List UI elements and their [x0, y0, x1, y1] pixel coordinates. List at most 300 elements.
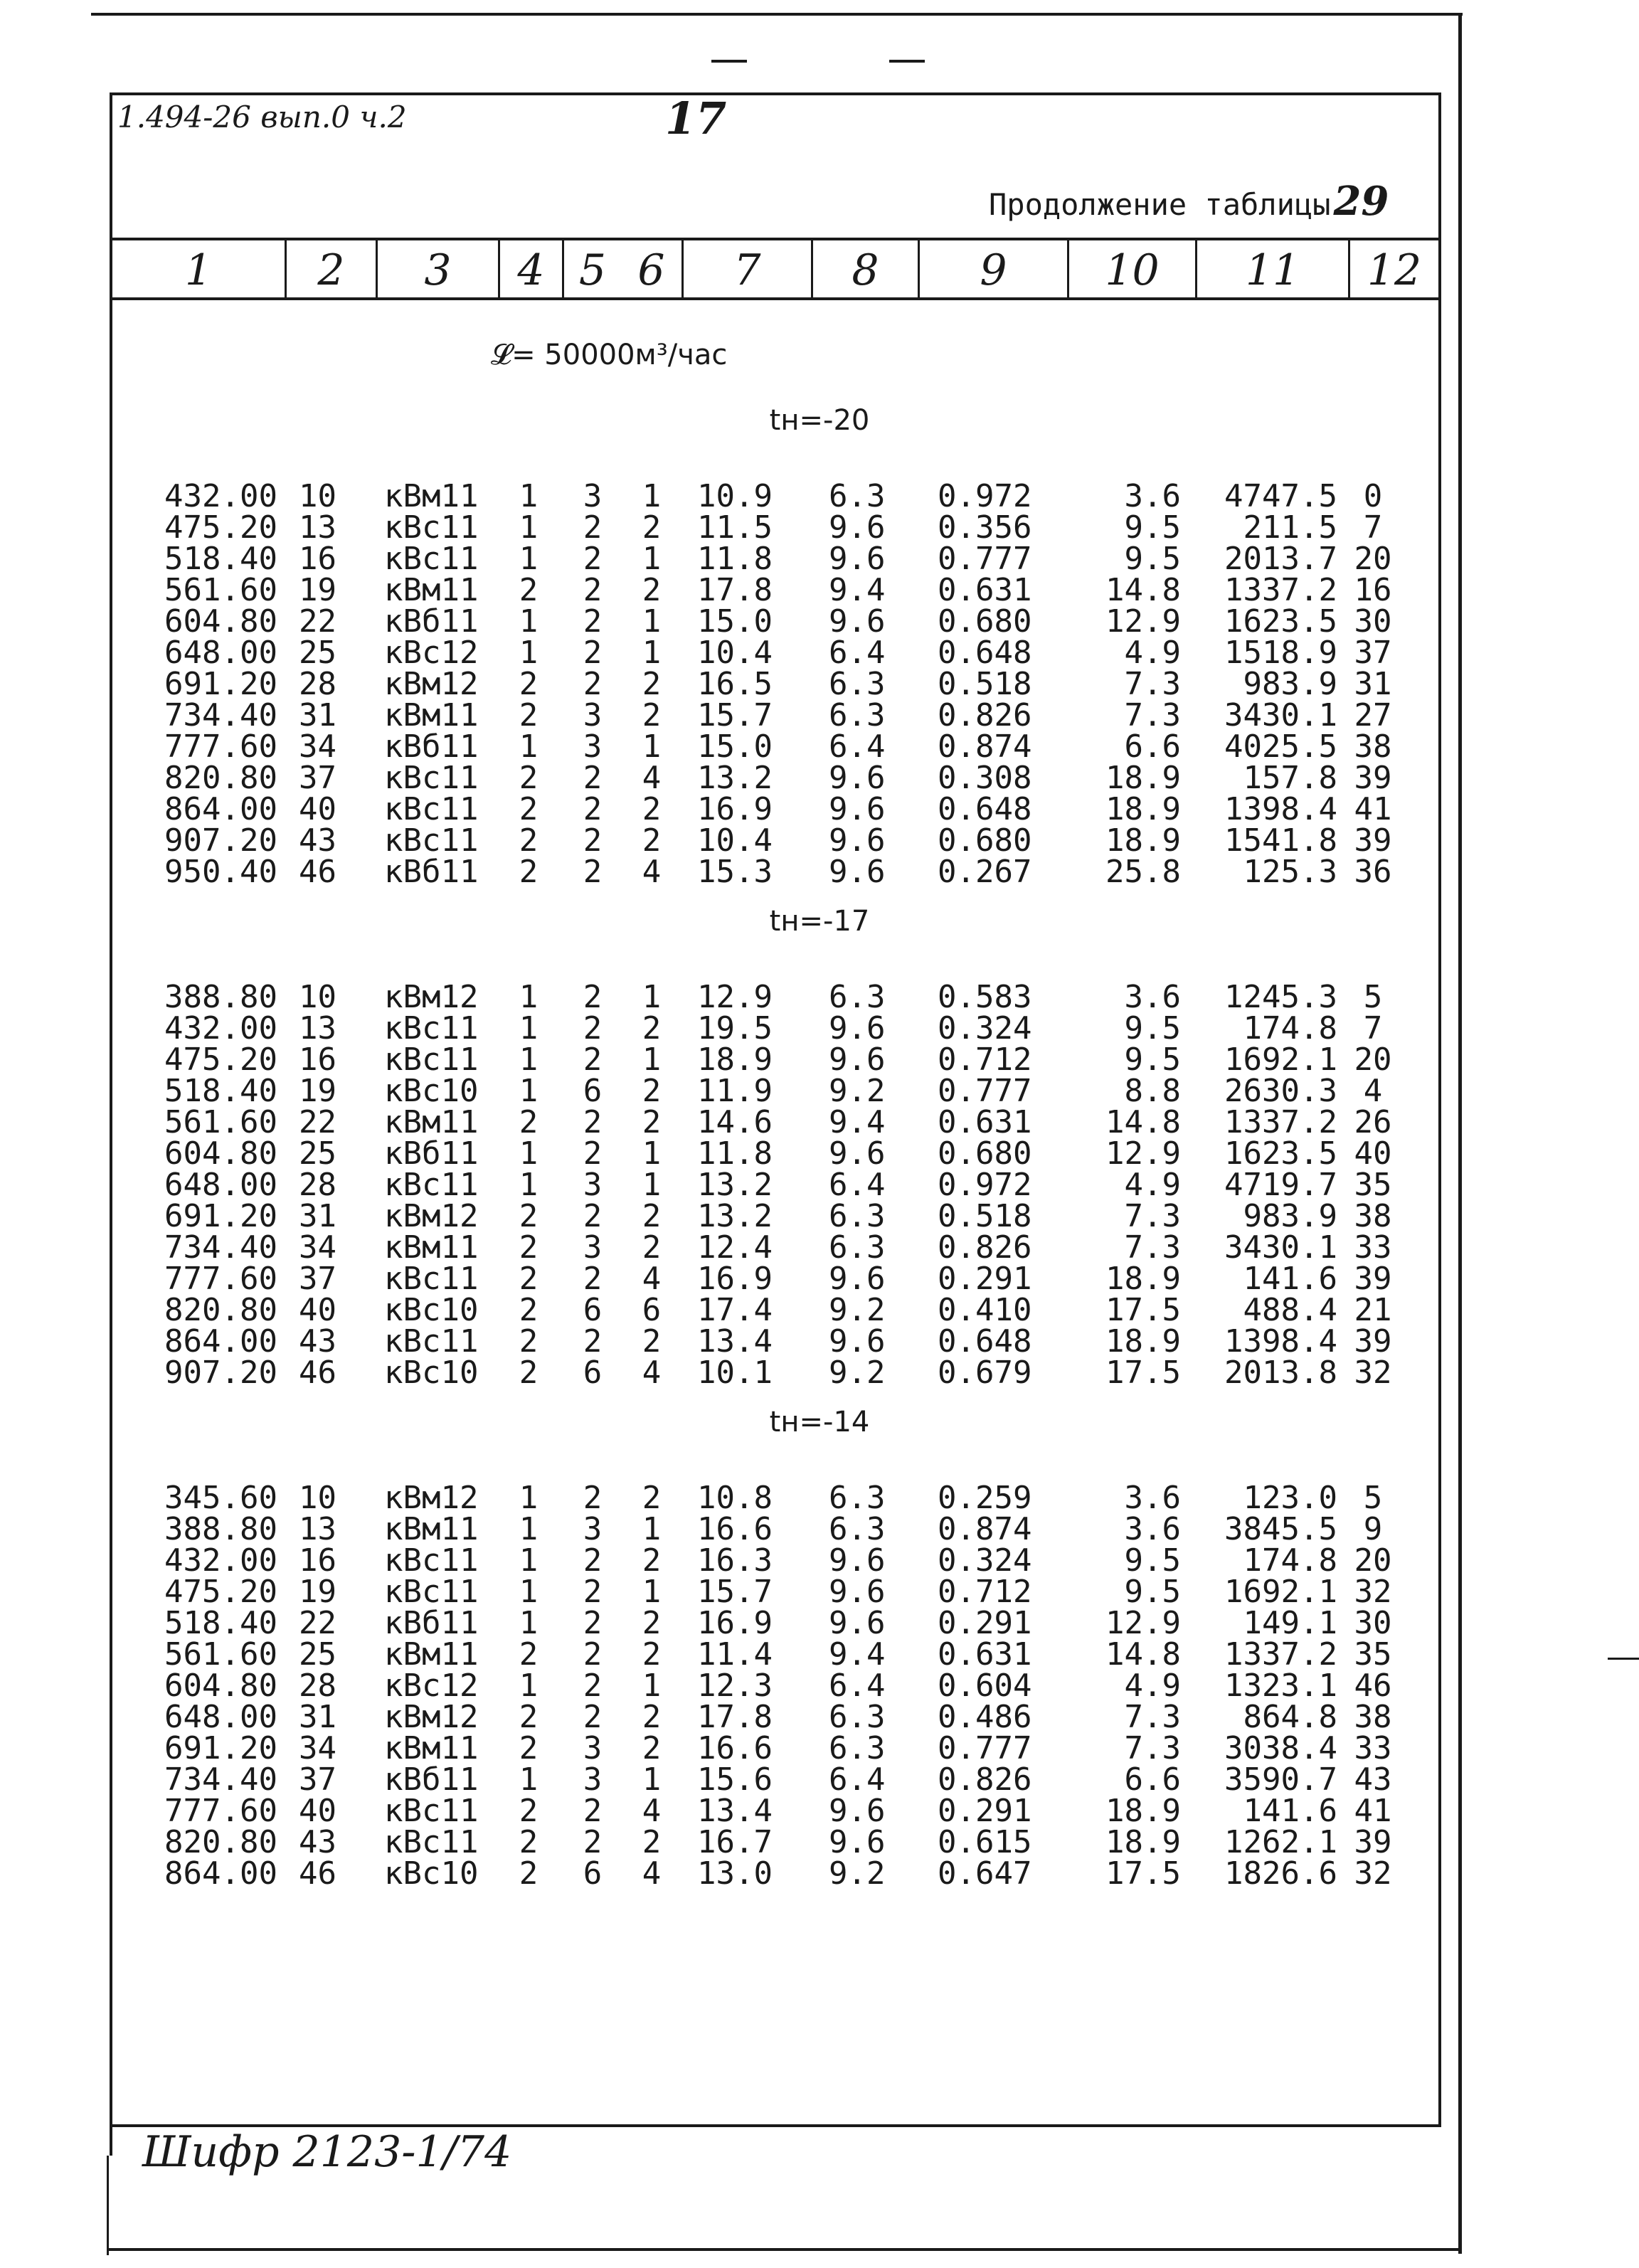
table-cell-col-7: 17.4: [697, 1292, 773, 1328]
table-row: [0, 1511, 1639, 1547]
table-cell-col-3: кВм11: [384, 1730, 479, 1766]
table-cell-col-6: 4: [642, 1355, 662, 1391]
table-cell-col-5: 3: [583, 1511, 603, 1547]
table-cell-col-10: 4.9: [1124, 635, 1181, 671]
table-cell-col-6: 2: [642, 1323, 662, 1360]
table-cell-col-7: 16.7: [697, 1824, 773, 1860]
table-row: [0, 1010, 1639, 1046]
table-cell-col-10: 9.5: [1124, 1042, 1181, 1078]
table-cell-col-11: 3038.4: [1224, 1730, 1337, 1766]
table-cell-col-8: 9.6: [829, 1010, 886, 1046]
table-cell-col-1: 777.60: [164, 728, 277, 765]
table-cell-col-11: 864.8: [1243, 1699, 1337, 1735]
table-cell-col-8: 9.4: [829, 1636, 886, 1673]
column-header: 3: [424, 245, 452, 295]
table-cell-col-10: 7.3: [1124, 697, 1181, 733]
table-cell-col-8: 9.6: [829, 541, 886, 577]
table-cell-col-3: кВм12: [384, 1198, 479, 1234]
table-cell-col-6: 2: [642, 572, 662, 608]
table-cell-col-1: 864.00: [164, 1855, 277, 1892]
table-cell-col-4: 2: [519, 1104, 539, 1140]
table-cell-col-4: 1: [519, 478, 539, 514]
table-cell-col-1: 691.20: [164, 1730, 277, 1766]
table-cell-col-6: 2: [642, 1636, 662, 1673]
table-cell-col-4: 2: [519, 1793, 539, 1829]
table-cell-col-3: кВс12: [384, 635, 479, 671]
table-cell-col-12: 4: [1363, 1073, 1383, 1109]
table-cell-col-5: 2: [583, 509, 603, 546]
table-cell-col-5: 2: [583, 1793, 603, 1829]
table-cell-col-8: 6.4: [829, 728, 886, 765]
table-cell-col-4: 2: [519, 1355, 539, 1391]
table-cell-col-5: 2: [583, 822, 603, 859]
table-cell-col-6: 2: [642, 1104, 662, 1140]
table-row: [0, 1480, 1639, 1516]
table-cell-col-12: 9: [1363, 1511, 1383, 1547]
table-cell-col-2: 13: [299, 1010, 336, 1046]
table-cell-col-9: 0.826: [938, 697, 1032, 733]
table-cell-col-10: 17.5: [1105, 1855, 1181, 1892]
table-cell-col-5: 2: [583, 1010, 603, 1046]
table-cell-col-11: 2013.8: [1224, 1355, 1337, 1391]
table-row: [0, 1323, 1639, 1360]
table-cell-col-11: 4719.7: [1224, 1167, 1337, 1203]
column-header: 10: [1105, 245, 1160, 295]
table-cell-col-1: 691.20: [164, 666, 277, 702]
table-cell-col-7: 15.3: [697, 854, 773, 890]
table-cell-col-11: 1692.1: [1224, 1042, 1337, 1078]
table-cell-col-3: кВс11: [384, 541, 479, 577]
table-cell-col-7: 13.0: [697, 1855, 773, 1892]
table-cell-col-9: 0.324: [938, 1010, 1032, 1046]
table-cell-col-5: 3: [583, 1761, 603, 1798]
table-cell-col-10: 3.6: [1124, 1511, 1181, 1547]
table-cell-col-1: 475.20: [164, 1574, 277, 1610]
table-row: [0, 666, 1639, 702]
table-cell-col-10: 14.8: [1105, 572, 1181, 608]
table-cell-col-9: 0.486: [938, 1699, 1032, 1735]
table-cell-col-9: 0.712: [938, 1574, 1032, 1610]
table-cell-col-3: кВс11: [384, 1323, 479, 1360]
table-cell-col-1: 864.00: [164, 1323, 277, 1360]
table-row: [0, 1357, 1639, 1389]
table-cell-col-4: 1: [519, 1042, 539, 1078]
table-cell-col-10: 7.3: [1124, 666, 1181, 702]
table-cell-col-9: 0.631: [938, 1636, 1032, 1673]
table-cell-col-6: 2: [642, 509, 662, 546]
table-cell-col-4: 2: [519, 697, 539, 733]
cipher-note: Шифр 2123-1/74: [142, 2127, 512, 2177]
table-cell-col-6: 2: [642, 1229, 662, 1266]
table-cell-col-9: 0.874: [938, 728, 1032, 765]
table-cell-col-7: 13.2: [697, 1198, 773, 1234]
table-cell-col-6: 4: [642, 1793, 662, 1829]
table-cell-col-10: 9.5: [1124, 1574, 1181, 1610]
table-cell-col-9: 0.712: [938, 1042, 1032, 1078]
table-cell-col-7: 16.9: [697, 791, 773, 827]
table-cell-col-11: 1623.5: [1224, 1135, 1337, 1172]
table-cell-col-1: 648.00: [164, 1167, 277, 1203]
table-row: [0, 1198, 1639, 1234]
table-cell-col-8: 9.6: [829, 1042, 886, 1078]
table-cell-col-4: 2: [519, 1229, 539, 1266]
table-cell-col-3: кВс11: [384, 1793, 479, 1829]
table-cell-col-5: 2: [583, 666, 603, 702]
table-cell-col-5: 2: [583, 1323, 603, 1360]
table-cell-col-10: 18.9: [1105, 822, 1181, 859]
section-label: tн=-17: [769, 905, 870, 938]
table-cell-col-6: 2: [642, 1073, 662, 1109]
table-cell-col-9: 0.874: [938, 1511, 1032, 1547]
table-cell-col-5: 6: [583, 1292, 603, 1328]
table-cell-col-7: 13.4: [697, 1793, 773, 1829]
table-cell-col-7: 11.9: [697, 1073, 773, 1109]
table-cell-col-11: 149.1: [1243, 1605, 1337, 1641]
table-cell-col-4: 2: [519, 666, 539, 702]
table-cell-col-4: 2: [519, 760, 539, 796]
table-cell-col-9: 0.291: [938, 1605, 1032, 1641]
table-cell-col-4: 1: [519, 1605, 539, 1641]
table-cell-col-9: 0.648: [938, 1323, 1032, 1360]
column-header: 4: [517, 245, 545, 295]
table-cell-col-3: кВс11: [384, 1574, 479, 1610]
table-cell-col-5: 3: [583, 728, 603, 765]
column-header: 1: [184, 245, 213, 295]
table-cell-col-2: 46: [299, 1855, 336, 1892]
table-cell-col-11: 983.9: [1243, 1198, 1337, 1234]
table-cell-col-1: 820.80: [164, 1824, 277, 1860]
table-cell-col-6: 1: [642, 979, 662, 1015]
table-cell-col-12: 32: [1354, 1574, 1392, 1610]
table-cell-col-8: 6.4: [829, 635, 886, 671]
table-cell-col-11: 3430.1: [1224, 697, 1337, 733]
table-row: [0, 1104, 1639, 1140]
table-cell-col-10: 18.9: [1105, 1323, 1181, 1360]
table-cell-col-1: 604.80: [164, 1135, 277, 1172]
outer-frame-left: [107, 2156, 109, 2255]
table-cell-col-2: 25: [299, 1135, 336, 1172]
section-label: tн=-20: [769, 404, 870, 437]
column-header: 8: [852, 245, 879, 295]
table-cell-col-8: 9.6: [829, 854, 886, 890]
table-cell-col-8: 6.3: [829, 666, 886, 702]
table-cell-col-6: 1: [642, 728, 662, 765]
table-cell-col-3: кВм11: [384, 1104, 479, 1140]
table-cell-col-7: 15.6: [697, 1761, 773, 1798]
table-cell-col-5: 2: [583, 1699, 603, 1735]
table-cell-col-12: 38: [1354, 1198, 1392, 1234]
table-cell-col-2: 19: [299, 572, 336, 608]
table-cell-col-3: кВб11: [384, 603, 479, 640]
table-cell-col-7: 12.4: [697, 1229, 773, 1266]
table-cell-col-11: 3590.7: [1224, 1761, 1337, 1798]
table-cell-col-10: 3.6: [1124, 478, 1181, 514]
table-cell-col-1: 432.00: [164, 1542, 277, 1579]
table-cell-col-8: 9.6: [829, 1824, 886, 1860]
table-row: [0, 572, 1639, 608]
table-row: [0, 541, 1639, 577]
table-cell-col-1: 518.40: [164, 1605, 277, 1641]
table-cell-col-12: 46: [1354, 1668, 1392, 1704]
table-cell-col-3: кВс11: [384, 1261, 479, 1297]
table-cell-col-9: 0.647: [938, 1855, 1032, 1892]
table-cell-col-10: 9.5: [1124, 1010, 1181, 1046]
table-cell-col-2: 40: [299, 1292, 336, 1328]
table-cell-col-9: 0.631: [938, 1104, 1032, 1140]
table-cell-col-5: 3: [583, 478, 603, 514]
table-cell-col-6: 1: [642, 1511, 662, 1547]
table-cell-col-5: 2: [583, 854, 603, 890]
table-cell-col-3: кВс11: [384, 791, 479, 827]
table-cell-col-5: 3: [583, 697, 603, 733]
table-cell-col-5: 2: [583, 1542, 603, 1579]
table-cell-col-9: 0.291: [938, 1261, 1032, 1297]
table-cell-col-5: 2: [583, 635, 603, 671]
table-cell-col-2: 19: [299, 1574, 336, 1610]
table-cell-col-7: 16.6: [697, 1511, 773, 1547]
table-cell-col-2: 16: [299, 1542, 336, 1579]
table-cell-col-2: 13: [299, 1511, 336, 1547]
table-cell-col-1: 475.20: [164, 509, 277, 546]
table-cell-col-4: 1: [519, 603, 539, 640]
table-cell-col-8: 6.3: [829, 1699, 886, 1735]
table-cell-col-5: 6: [583, 1355, 603, 1391]
table-cell-col-9: 0.356: [938, 509, 1032, 546]
table-cell-col-7: 16.6: [697, 1730, 773, 1766]
table-cell-col-8: 6.3: [829, 1511, 886, 1547]
table-row: [0, 760, 1639, 796]
table-cell-col-5: 2: [583, 760, 603, 796]
table-cell-col-1: 734.40: [164, 1229, 277, 1266]
table-cell-col-12: 35: [1354, 1167, 1392, 1203]
outer-frame-bottom: [107, 2248, 1462, 2251]
table-cell-col-4: 1: [519, 728, 539, 765]
table-cell-col-5: 2: [583, 1824, 603, 1860]
table-cell-col-6: 2: [642, 822, 662, 859]
table-cell-col-4: 2: [519, 1261, 539, 1297]
table-cell-col-6: 2: [642, 1699, 662, 1735]
table-cell-col-3: кВм11: [384, 572, 479, 608]
table-cell-col-7: 17.8: [697, 572, 773, 608]
table-cell-col-12: 39: [1354, 1323, 1392, 1360]
table-cell-col-9: 0.826: [938, 1761, 1032, 1798]
table-row: [0, 1636, 1639, 1673]
table-cell-col-2: 46: [299, 1355, 336, 1391]
table-cell-col-11: 174.8: [1243, 1010, 1337, 1046]
table-row: [0, 1730, 1639, 1766]
table-cell-col-9: 0.648: [938, 791, 1032, 827]
table-cell-col-12: 30: [1354, 1605, 1392, 1641]
table-cell-col-11: 488.4: [1243, 1292, 1337, 1328]
table-cell-col-7: 10.4: [697, 635, 773, 671]
table-cell-col-4: 1: [519, 1010, 539, 1046]
table-cell-col-4: 2: [519, 1699, 539, 1735]
table-cell-col-2: 22: [299, 1104, 336, 1140]
table-cell-col-1: 518.40: [164, 541, 277, 577]
table-cell-col-4: 2: [519, 1730, 539, 1766]
table-cell-col-9: 0.777: [938, 541, 1032, 577]
table-cell-col-5: 3: [583, 1167, 603, 1203]
table-cell-col-3: кВб11: [384, 854, 479, 890]
table-cell-col-1: 561.60: [164, 572, 277, 608]
table-cell-col-2: 34: [299, 1730, 336, 1766]
table-row: [0, 603, 1639, 640]
table-cell-col-8: 9.6: [829, 822, 886, 859]
table-cell-col-7: 16.3: [697, 1542, 773, 1579]
table-cell-col-7: 17.8: [697, 1699, 773, 1735]
table-cell-col-10: 9.5: [1124, 1542, 1181, 1579]
table-cell-col-1: 561.60: [164, 1636, 277, 1673]
table-cell-col-7: 13.2: [697, 760, 773, 796]
table-cell-col-6: 4: [642, 760, 662, 796]
table-cell-col-11: 1337.2: [1224, 1104, 1337, 1140]
table-cell-col-8: 6.3: [829, 1730, 886, 1766]
table-cell-col-3: кВм12: [384, 666, 479, 702]
table-cell-col-9: 0.410: [938, 1292, 1032, 1328]
table-cell-col-8: 9.6: [829, 1793, 886, 1829]
table-cell-col-6: 1: [642, 1761, 662, 1798]
table-cell-col-7: 13.4: [697, 1323, 773, 1360]
table-row: [0, 697, 1639, 733]
table-row: [0, 1761, 1639, 1798]
table-cell-col-10: 7.3: [1124, 1699, 1181, 1735]
table-cell-col-5: 2: [583, 541, 603, 577]
table-cell-col-5: 2: [583, 1261, 603, 1297]
table-row: [0, 854, 1639, 890]
table-cell-col-7: 16.5: [697, 666, 773, 702]
table-cell-col-2: 25: [299, 635, 336, 671]
table-cell-col-7: 11.8: [697, 1135, 773, 1172]
table-cell-col-6: 1: [642, 635, 662, 671]
table-cell-col-8: 6.4: [829, 1668, 886, 1704]
table-cell-col-9: 0.680: [938, 1135, 1032, 1172]
table-cell-col-9: 0.972: [938, 478, 1032, 514]
table-cell-col-6: 4: [642, 1261, 662, 1297]
table-cell-col-12: 5: [1363, 1480, 1383, 1516]
table-cell-col-2: 28: [299, 666, 336, 702]
table-cell-col-8: 9.4: [829, 572, 886, 608]
table-cell-col-1: 734.40: [164, 1761, 277, 1798]
table-row: [0, 728, 1639, 765]
table-cell-col-12: 40: [1354, 1135, 1392, 1172]
table-cell-col-2: 43: [299, 1323, 336, 1360]
table-cell-col-11: 123.0: [1243, 1480, 1337, 1516]
table-row: [0, 1793, 1639, 1829]
table-cell-col-8: 9.2: [829, 1355, 886, 1391]
table-cell-col-6: 2: [642, 1480, 662, 1516]
table-cell-col-6: 1: [642, 478, 662, 514]
table-cell-col-10: 4.9: [1124, 1167, 1181, 1203]
table-cell-col-4: 2: [519, 1198, 539, 1234]
table-cell-col-7: 15.7: [697, 697, 773, 733]
table-cell-col-10: 14.8: [1105, 1104, 1181, 1140]
table-cell-col-8: 9.6: [829, 760, 886, 796]
table-row: [0, 1605, 1639, 1641]
table-cell-col-6: 2: [642, 666, 662, 702]
table-cell-col-2: 13: [299, 509, 336, 546]
table-cell-col-7: 12.3: [697, 1668, 773, 1704]
table-cell-col-5: 2: [583, 1668, 603, 1704]
table-cell-col-2: 46: [299, 854, 336, 890]
table-cell-col-10: 18.9: [1105, 1793, 1181, 1829]
table-cell-col-7: 10.9: [697, 478, 773, 514]
table-cell-col-5: 2: [583, 1042, 603, 1078]
table-cell-col-7: 12.9: [697, 979, 773, 1015]
table-cell-col-1: 388.80: [164, 979, 277, 1015]
table-cell-col-6: 2: [642, 791, 662, 827]
table-cell-col-2: 34: [299, 1229, 336, 1266]
table-cell-col-11: 174.8: [1243, 1542, 1337, 1579]
table-cell-col-1: 691.20: [164, 1198, 277, 1234]
table-cell-col-4: 1: [519, 541, 539, 577]
table-cell-col-11: 157.8: [1243, 760, 1337, 796]
table-cell-col-4: 1: [519, 1167, 539, 1203]
table-cell-col-9: 0.680: [938, 603, 1032, 640]
table-cell-col-7: 15.0: [697, 728, 773, 765]
table-cell-col-1: 777.60: [164, 1261, 277, 1297]
table-cell-col-12: 26: [1354, 1104, 1392, 1140]
section-label: tн=-14: [769, 1406, 870, 1438]
table-cell-col-12: 37: [1354, 635, 1392, 671]
table-cell-col-8: 9.6: [829, 603, 886, 640]
table-cell-col-10: 17.5: [1105, 1355, 1181, 1391]
table-cell-col-12: 39: [1354, 1261, 1392, 1297]
table-cell-col-10: 4.9: [1124, 1668, 1181, 1704]
table-cell-col-12: 39: [1354, 822, 1392, 859]
table-cell-col-12: 7: [1363, 509, 1383, 546]
table-cell-col-2: 22: [299, 603, 336, 640]
table-cell-col-12: 41: [1354, 1793, 1392, 1829]
table-cell-col-11: 1826.6: [1224, 1855, 1337, 1892]
flow-rate-heading: 𝓛= 50000м³/час: [491, 339, 728, 371]
table-cell-col-3: кВм12: [384, 1480, 479, 1516]
table-cell-col-8: 9.2: [829, 1855, 886, 1892]
table-cell-col-9: 0.308: [938, 760, 1032, 796]
table-cell-col-1: 475.20: [164, 1042, 277, 1078]
table-cell-col-9: 0.291: [938, 1793, 1032, 1829]
table-cell-col-1: 604.80: [164, 1668, 277, 1704]
table-cell-col-11: 1337.2: [1224, 1636, 1337, 1673]
table-cell-col-3: кВс11: [384, 760, 479, 796]
table-cell-col-10: 14.8: [1105, 1636, 1181, 1673]
table-cell-col-6: 2: [642, 1542, 662, 1579]
table-cell-col-3: кВс11: [384, 822, 479, 859]
table-cell-col-1: 864.00: [164, 791, 277, 827]
table-cell-col-11: 2013.7: [1224, 541, 1337, 577]
table-cell-col-11: 1337.2: [1224, 572, 1337, 608]
continuation-text: Продолжение таблицы: [989, 187, 1331, 222]
table-cell-col-9: 0.777: [938, 1073, 1032, 1109]
table-cell-col-9: 0.583: [938, 979, 1032, 1015]
table-cell-col-8: 9.6: [829, 791, 886, 827]
table-cell-col-11: 125.3: [1243, 854, 1337, 890]
table-row: [0, 979, 1639, 1015]
table-cell-col-3: кВс11: [384, 509, 479, 546]
table-cell-col-9: 0.648: [938, 635, 1032, 671]
table-cell-col-8: 9.6: [829, 509, 886, 546]
table-cell-col-6: 1: [642, 1668, 662, 1704]
table-row: [0, 822, 1639, 859]
table-cell-col-11: 141.6: [1243, 1261, 1337, 1297]
table-cell-col-3: кВм11: [384, 1511, 479, 1547]
table-cell-col-4: 1: [519, 1574, 539, 1610]
table-cell-col-12: 39: [1354, 1824, 1392, 1860]
table-cell-col-3: кВб11: [384, 1761, 479, 1798]
table-cell-col-6: 1: [642, 1135, 662, 1172]
table-cell-col-7: 11.8: [697, 541, 773, 577]
table-cell-col-9: 0.972: [938, 1167, 1032, 1203]
top-dash-mark: [711, 60, 747, 63]
